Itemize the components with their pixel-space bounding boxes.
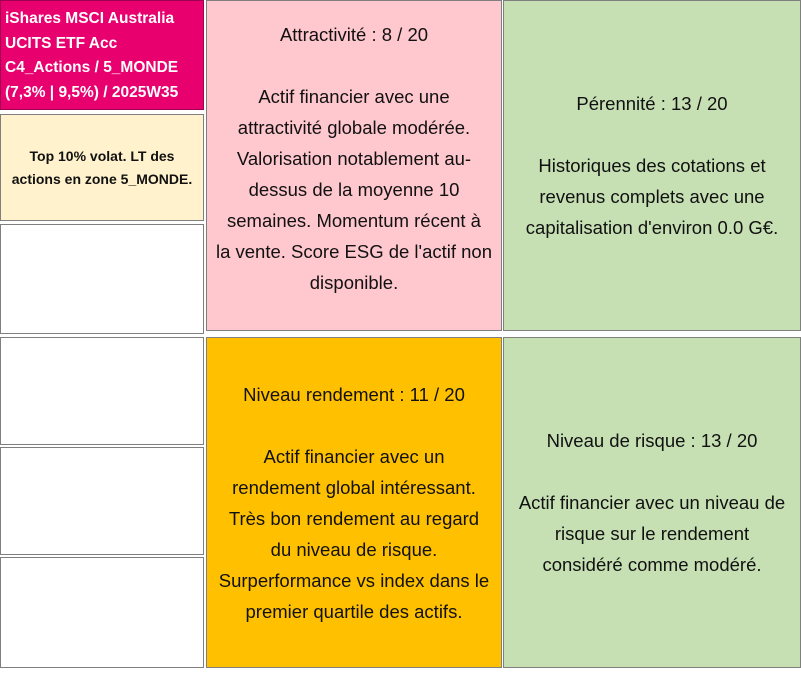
empty-cell-3 xyxy=(0,447,204,555)
fund-stats: (7,3% | 9,5%) / 2025W35 xyxy=(5,83,179,101)
perennite-heading: Pérennité : 13 / 20 xyxy=(576,93,728,114)
volatility-note-cell xyxy=(0,114,204,221)
fund-name-line1: iShares MSCI Australia xyxy=(5,10,175,27)
risque-heading: Niveau de risque : 13 / 20 xyxy=(546,430,758,451)
risque-cell xyxy=(503,337,801,668)
rendement-text: Actif financier avec un rendement global intéressant. Très bon rendement au regard du niveau de risque. Surperformance vs index dans le premier quartile des actifs. xyxy=(218,445,490,622)
attractivite-text: Actif financier avec une attractivité globale modérée. Valorisation notablement au- dessus de la moyenne 10 semaines. Momentum récent à la vente. Score ESG de l'actif non disponible. xyxy=(215,86,493,293)
fund-title-block xyxy=(0,0,204,110)
fund-category: C4_Actions / 5_MONDE xyxy=(5,59,179,76)
volatility-note: Top 10% volat. LT des actions en zone 5_MONDE. xyxy=(11,147,193,187)
attractivite-heading: Attractivité : 8 / 20 xyxy=(279,24,429,45)
empty-cell-1 xyxy=(0,224,204,334)
perennite-cell xyxy=(503,0,801,331)
rendement-cell xyxy=(206,337,502,668)
rendement-heading: Niveau rendement : 11 / 20 xyxy=(243,383,465,405)
perennite-text: Historiques des cotations et revenus complets avec une capitalisation d'environ 0.0 G€. xyxy=(525,155,779,238)
empty-cell-4 xyxy=(0,557,204,668)
risque-text: Actif financier avec un niveau de risque sur le rendement considéré comme modéré. xyxy=(518,492,786,575)
fund-name-line2: UCITS ETF Acc xyxy=(5,34,118,52)
attractivite-cell xyxy=(206,0,502,331)
empty-cell-2 xyxy=(0,337,204,445)
